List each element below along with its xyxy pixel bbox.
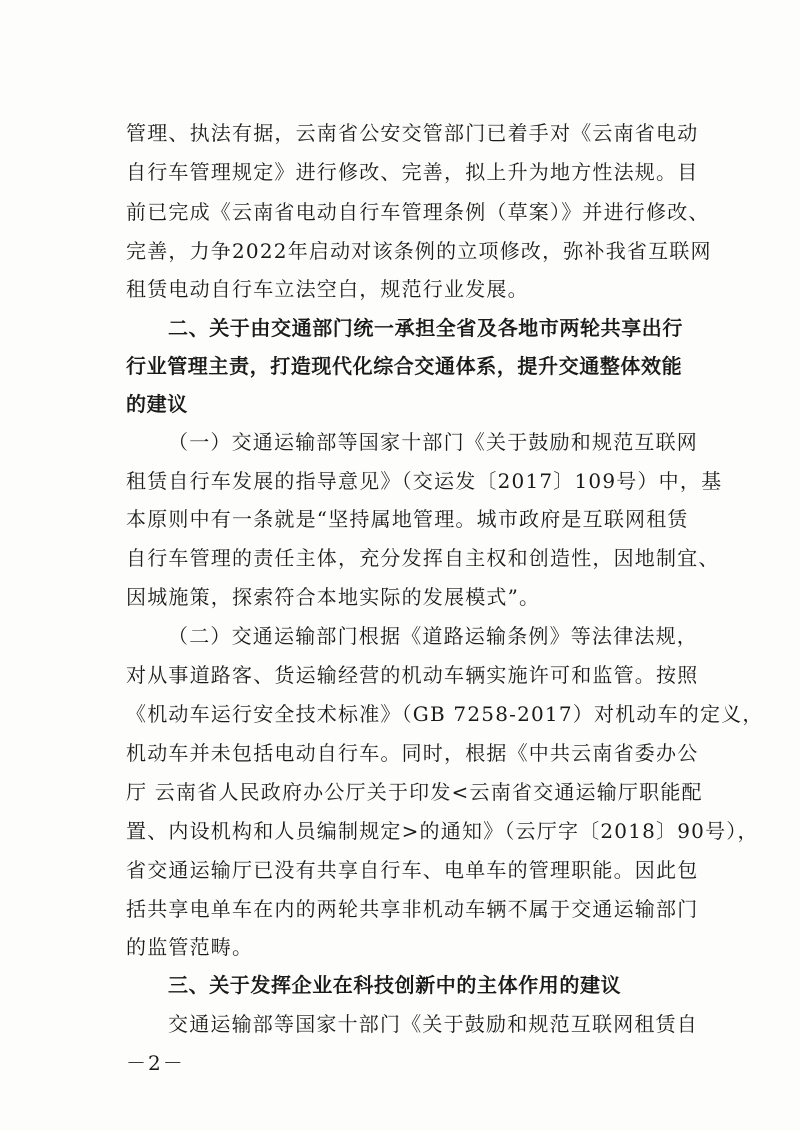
paragraph-2-line: 省交通运输厅已没有共享自行车、电单车的管理职能。因此包 (126, 858, 699, 882)
paragraph-3-line: 交通运输部等国家十部门《关于鼓励和规范互联网租赁自 (168, 1012, 698, 1036)
paragraph-2-line: 括共享电单车在内的两轮共享非机动车辆不属于交通运输部门 (126, 897, 699, 921)
body-text-line: 完善，力争2022年启动对该条例的立项修改，弥补我省互联网 (126, 239, 712, 263)
paragraph-2-line: 《机动车运行安全技术标准》（GB 7258-2017）对机动车的定义， (126, 702, 764, 726)
paragraph-2-line: 厅 云南省人民政府办公厅关于印发<云南省交通运输厅职能配 (126, 780, 703, 804)
paragraph-2-line: 机动车并未包括电动自行车。同时，根据《中共云南省委办公 (126, 741, 699, 765)
body-text-line: 前已完成《云南省电动自行车管理条例（草案）》并进行修改、 (126, 200, 710, 224)
paragraph-1-line: 租赁自行车发展的指导意见》（交运发〔2017〕109号）中，基 (126, 469, 723, 493)
section-heading-2-line: 行业管理主责，打造现代化综合交通体系，提升交通整体效能 (126, 354, 683, 378)
paragraph-2-line: 置、内设机构和人员编制规定>的通知》（云厅字〔2018〕90号）， (126, 819, 759, 843)
body-text-line: 自行车管理规定》进行修改、完善，拟上升为地方性法规。目 (126, 160, 699, 184)
paragraph-2-line: 对从事道路客、货运输经营的机动车辆实施许可和监管。按照 (126, 663, 699, 687)
paragraph-1-line: 自行车管理的责任主体，充分发挥自主权和创造性，因地制宜、 (126, 546, 720, 570)
paragraph-2-line: 的监管范畴。 (126, 935, 254, 959)
body-text-line: 租赁电动自行车立法空白，规范行业发展。 (126, 277, 529, 301)
paragraph-1-line: （一）交通运输部等国家十部门《关于鼓励和规范互联网 (168, 430, 698, 454)
body-text-line: 管理、执法有据，云南省公安交管部门已着手对《云南省电动 (126, 121, 699, 145)
paragraph-1-line: 因城施策，探索符合本地实际的发展模式”。 (126, 585, 541, 609)
paragraph-2-line: （二）交通运输部门根据《道路运输条例》等法律法规， (168, 624, 698, 648)
section-heading-3: 三、关于发挥企业在科技创新中的主体作用的建议 (168, 973, 622, 997)
paragraph-1-line: 本原则中有一条就是“坚持属地管理。城市政府是互联网租赁 (126, 507, 689, 531)
section-heading-2-line: 的建议 (126, 392, 188, 416)
page-number: －2－ (126, 1051, 185, 1075)
section-heading-2-line: 二、关于由交通部门统一承担全省及各地市两轮共享出行 (168, 316, 683, 340)
